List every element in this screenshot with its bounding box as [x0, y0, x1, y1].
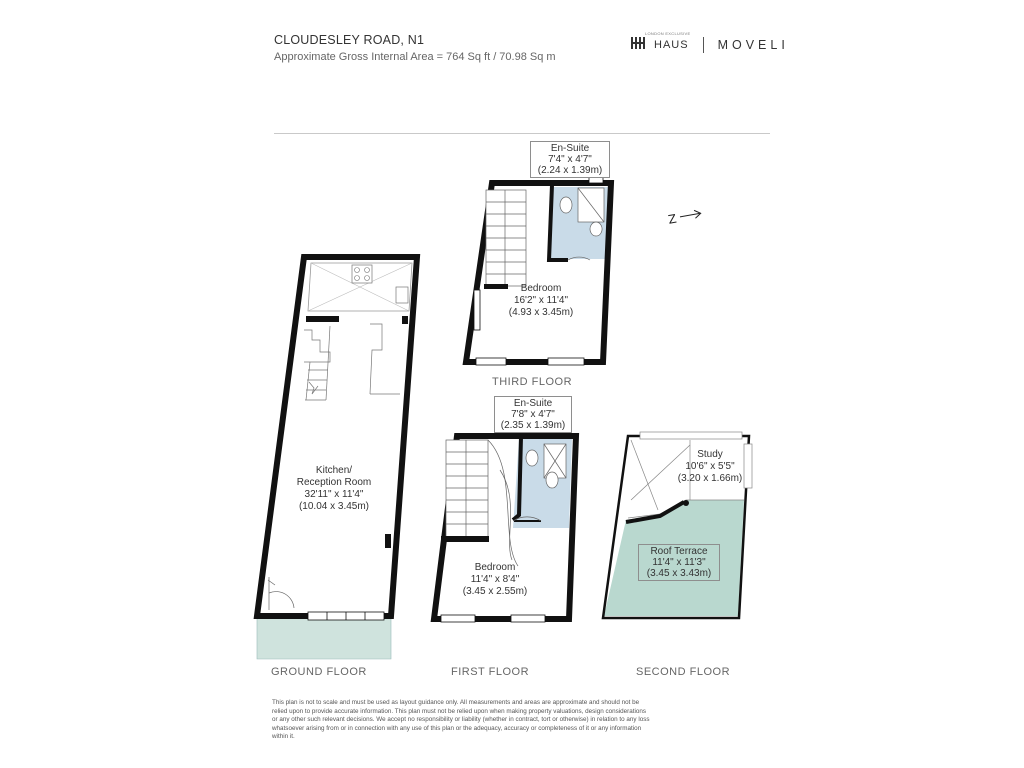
roof-terrace-label [638, 544, 720, 581]
room-name: En-Suite [513, 398, 553, 409]
logo-tagline: LONDON EXCLUSIVE [645, 31, 691, 36]
gross-area-subtitle: Approximate Gross Internal Area = 764 Sq ft / 70.98 Sq m [274, 51, 556, 63]
room-name: Bedroom [520, 283, 562, 294]
room-imperial: 7'8" x 4'7" [511, 409, 555, 420]
property-title: CLOUDESLEY ROAD, N1 [274, 33, 425, 47]
first-floor-title: FIRST FLOOR [451, 666, 530, 678]
room-metric: (3.20 x 1.66m) [677, 473, 743, 484]
second-floor-title: SECOND FLOOR [636, 666, 731, 678]
room-imperial: 32'11" x 11'4" [304, 489, 364, 500]
disclaimer-text: This plan is not to scale and must be used as layout guidance only. All measurements and areas are approximate and should not be relied upon to provide accurate information. This plan must not be relied upon when making property valuations, design considerations or any other such relevant decisions. We accept no responsibility or liability (whether in contract, tort or otherwise) in relation to any loss whatsoever arising from or in connection with any use of this plan or the adequacy, accuracy or completeness of it or any information within it. [272, 699, 650, 741]
room-imperial: 7'4" x 4'7" [548, 154, 592, 165]
room-metric: (3.45 x 3.43m) [646, 568, 712, 579]
ground-floor-plan [257, 257, 417, 659]
room-metric: (2.24 x 1.39m) [537, 165, 603, 176]
ground-patio [257, 616, 391, 659]
north-arrow [667, 207, 702, 227]
third-floor-title: THIRD FLOOR [492, 376, 573, 388]
moveli-wordmark: MOVELI [717, 38, 789, 52]
room-imperial: 11'4" x 11'3" [652, 557, 706, 568]
en-suite-first-label [494, 396, 572, 433]
room-metric: (3.45 x 2.55m) [462, 586, 528, 597]
compass-letter: Z [667, 211, 678, 227]
ground-floor-title: GROUND FLOOR [271, 666, 367, 678]
room-name: Roof Terrace [650, 546, 708, 557]
room-name-2: Reception Room [296, 477, 372, 488]
room-name: Kitchen/ [315, 465, 353, 476]
room-name: En-Suite [550, 143, 590, 154]
room-imperial: 11'4" x 8'4" [470, 574, 520, 585]
room-name: Study [697, 449, 723, 460]
bedroom-third-label [496, 283, 586, 319]
bedroom-first-label [452, 562, 538, 598]
room-imperial: 16'2" x 11'4" [513, 295, 569, 306]
hob [352, 265, 372, 283]
room-metric: (4.93 x 3.45m) [508, 307, 574, 318]
ground-stair-wall [306, 316, 339, 322]
en-suite-third-label [530, 141, 610, 178]
haus-wordmark: HAUS [654, 39, 689, 51]
kitchen-sink [396, 287, 408, 303]
room-metric: (2.35 x 1.39m) [500, 420, 566, 431]
room-imperial: 10'6" x 5'5" [685, 461, 735, 472]
third-floor-plan [466, 176, 611, 365]
room-metric: (10.04 x 3.45m) [298, 501, 370, 512]
room-name: Bedroom [474, 562, 516, 573]
kitchen-label [286, 465, 382, 513]
study-label [670, 449, 750, 485]
